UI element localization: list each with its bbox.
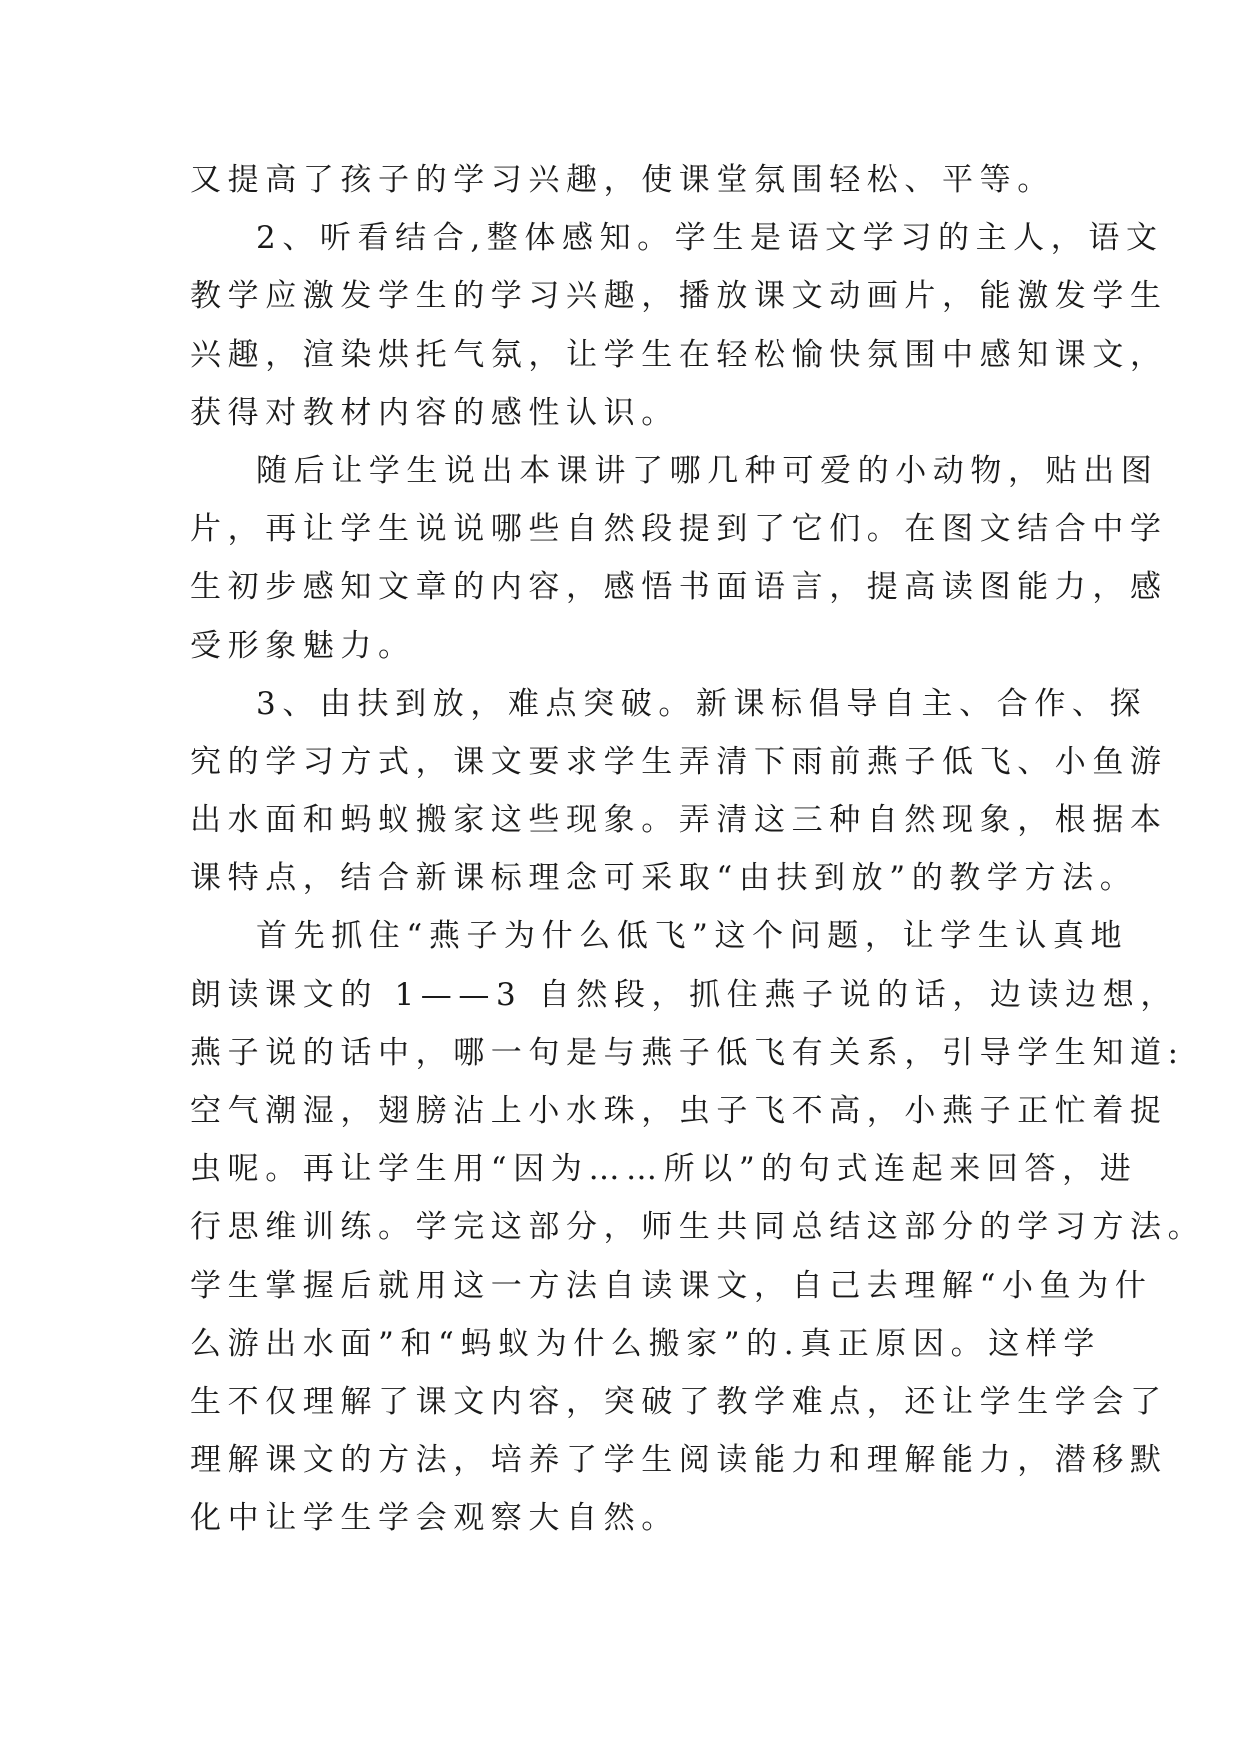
paragraph-first-line: 首先抓住“燕子为什么低飞”这个问题，让学生认真地 <box>256 918 1129 955</box>
text-line: 出水面和蚂蚁搬家这些现象。弄清这三种自然现象，根据本 <box>190 802 1168 839</box>
body-text <box>190 151 1206 1548</box>
text-line: 片，再让学生说说哪些自然段提到了它们。在图文结合中学 <box>190 511 1168 548</box>
text-line: 生初步感知文章的内容，感悟书面语言，提高读图能力，感 <box>190 569 1168 606</box>
text-line: 兴趣，渲染烘托气氛，让学生在轻松愉快氛围中感知课文， <box>190 336 1168 373</box>
text-line: 究的学习方式，课文要求学生弄清下雨前燕子低飞、小鱼游 <box>190 743 1168 780</box>
text-line: 燕子说的话中，哪一句是与燕子低飞有关系，引导学生知道: <box>190 1034 1185 1071</box>
text-line: 教学应激发学生的学习兴趣，播放课文动画片，能激发学生 <box>190 278 1168 315</box>
text-line: 化中让学生学会观察大自然。 <box>190 1500 679 1537</box>
text-line: 么游出水面”和“蚂蚁为什么搬家”的.真正原因。这样学 <box>190 1325 1101 1362</box>
paragraph-first-line: 3、由扶到放，难点突破。新课标倡导自主、合作、探 <box>256 685 1148 722</box>
text-line: 理解课文的方法，培养了学生阅读能力和理解能力，潜移默 <box>190 1442 1168 1479</box>
paragraph-first-line: 2、听看结合,整体感知。学生是语文学习的主人，语文 <box>256 220 1164 257</box>
text-line: 受形象魅力。 <box>190 627 416 664</box>
text-line: 朗读课文的 1——3 自然段，抓住燕子说的话，边读边想， <box>190 976 1178 1013</box>
text-line: 空气潮湿，翅膀沾上小水珠，虫子飞不高，小燕子正忙着捉 <box>190 1093 1168 1129</box>
text-line: 学生掌握后就用这一方法自读课文，自己去理解“小鱼为什 <box>190 1267 1153 1304</box>
text-line: 行思维训练。学完这部分，师生共同总结这部分的学习方法。 <box>190 1209 1206 1246</box>
text-line: 获得对教材内容的感性认识。 <box>190 394 679 431</box>
text-line: 又提高了孩子的学习兴趣，使课堂氛围轻松、平等。 <box>190 162 1055 198</box>
text-line: 课特点，结合新课标理念可采取“由扶到放”的教学方法。 <box>190 860 1138 897</box>
paragraph-first-line: 随后让学生说出本课讲了哪几种可爱的小动物，贴出图 <box>256 452 1159 489</box>
text-line: 虫呢。再让学生用“因为……所以”的句式连起来回答，进 <box>190 1151 1138 1188</box>
text-line: 生不仅理解了课文内容，突破了教学难点，还让学生学会了 <box>190 1383 1168 1420</box>
